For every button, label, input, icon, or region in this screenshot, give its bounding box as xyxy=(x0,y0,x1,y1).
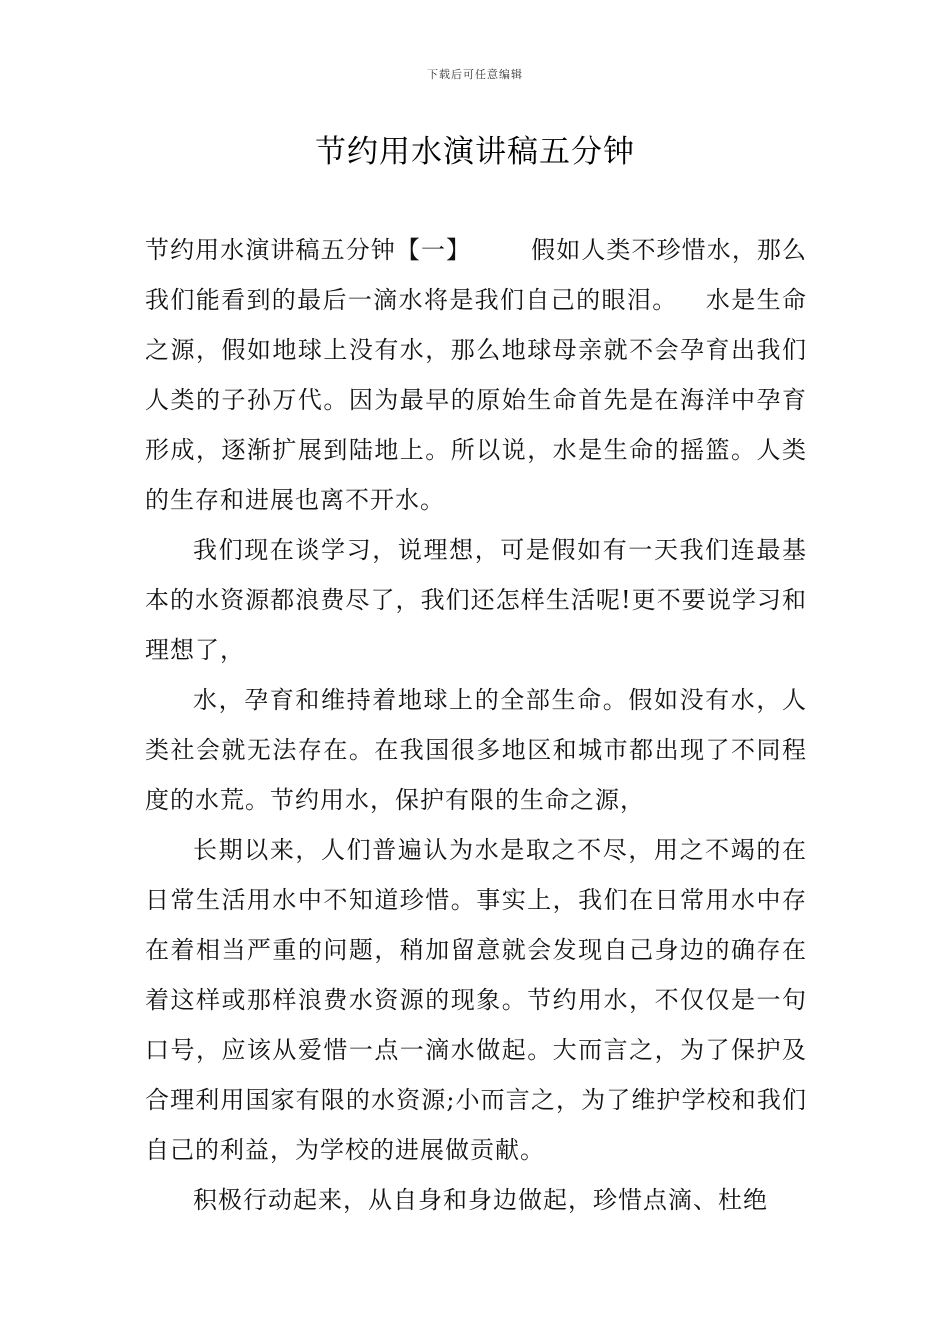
paragraph-2: 我们现在谈学习，说理想，可是假如有一天我们连最基本的水资源都浪费尽了，我们还怎样生活呢!更不要说学习和理想了， xyxy=(145,536,807,664)
document-body xyxy=(145,225,807,1225)
paragraph-4: 长期以来，人们普遍认为水是取之不尽，用之不竭的在日常生活用水中不知道珍惜。事实上，我们在日常用水中存在着相当严重的问题，稍加留意就会发现自己身边的确存在着这样或那样浪费水资源的现象。节约用水，不仅仅是一句口号，应该从爱惜一点一滴水做起。大而言之，为了保护及合理利用国家有限的水资源;小而言之，为了维护学校和我们自己的利益，为学校的进展做贡献。 xyxy=(145,836,807,1164)
paragraph-1 xyxy=(145,225,807,525)
paragraph-1-lead: 假如人类不珍惜水，那么我们能看到的最后一滴水将是我们自己的眼泪。 xyxy=(145,236,808,314)
section-heading: 节约用水演讲稿五分钟【一】 xyxy=(145,236,472,264)
paragraph-1-rest: 水是生命之源，假如地球上没有水，那么地球母亲就不会孕育出我们人类的子孙万代。因为最早的原始生命首先是在海洋中孕育形成，逐渐扩展到陆地上。所以说，水是生命的摇篮。人类的生存和进展也离不开水。 xyxy=(145,286,808,514)
paragraph-3: 水，孕育和维持着地球上的全部生命。假如没有水，人类社会就无法存在。在我国很多地区和城市都出现了不同程度的水荒。节约用水，保护有限的生命之源， xyxy=(145,686,807,814)
document-title: 节约用水演讲稿五分钟 xyxy=(315,134,635,170)
paragraph-5: 积极行动起来，从自身和身边做起，珍惜点滴、杜绝 xyxy=(193,1186,768,1214)
header-note: 下载后可任意编辑 xyxy=(427,68,523,81)
